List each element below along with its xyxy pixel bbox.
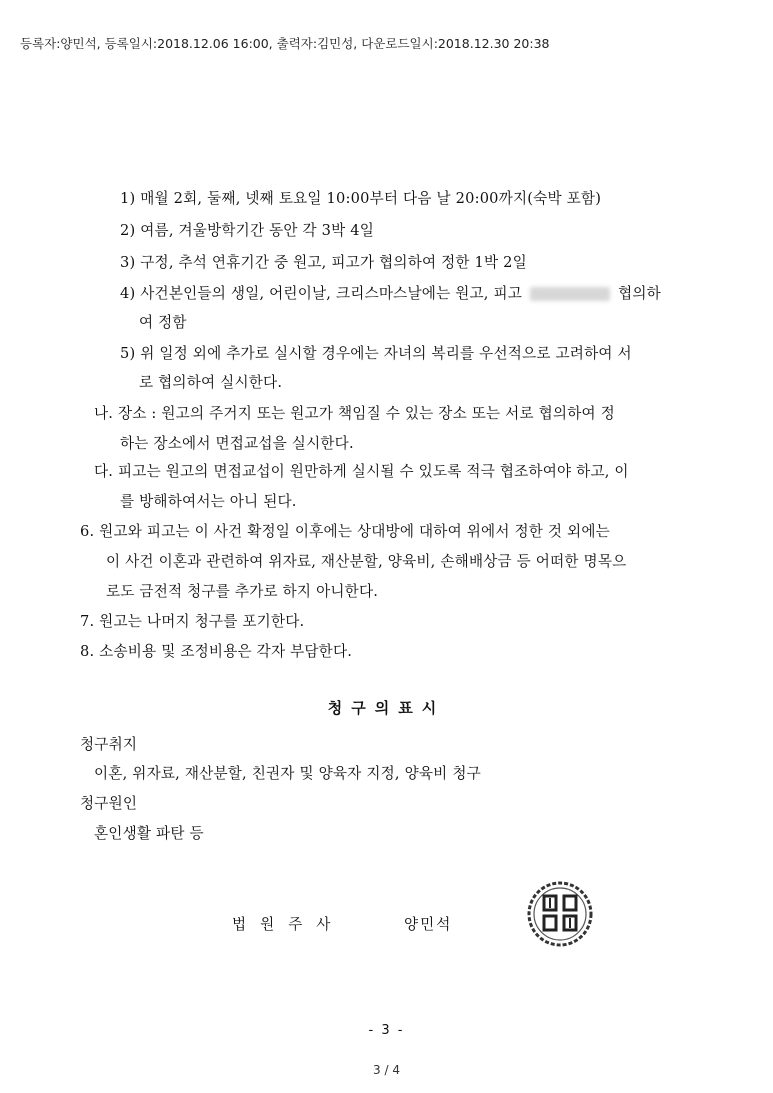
section-6-line-2: 이 사건 이혼과 관련하여 위자료, 재산분할, 양육비, 손해배상금 등 어떠한 명목으 <box>106 553 627 570</box>
section-6-line-3: 로도 금전적 청구를 추가로 하지 아니한다. <box>106 583 379 600</box>
section-7: 7. 원고는 나머지 청구를 포기한다. <box>80 613 305 630</box>
signer-role: 법원주사 <box>232 916 345 933</box>
item-2: 2) 여름, 겨울방학기간 동안 각 3박 4일 <box>120 222 375 239</box>
item-5-line-2: 로 협의하여 실시한다. <box>139 374 283 391</box>
print-header: 등록자:양민석, 등록일시:2018.12.06 16:00, 출력자:김민성, 다운로드일시:2018.12.30 20:38 <box>20 36 550 51</box>
claim-cause-heading: 청구원인 <box>80 795 138 812</box>
item-4-text: 4) 사건본인들의 생일, 어린이날, 크리스마스날에는 원고, 피고 <box>120 285 523 302</box>
section-6-line-1: 6. 원고와 피고는 이 사건 확정일 이후에는 상대방에 대하여 위에서 정한 것 외에는 <box>80 523 610 540</box>
claim-cause-text: 혼인생활 파탄 등 <box>94 825 204 842</box>
item-1: 1) 매월 2회, 둘째, 넷째 토요일 10:00부터 다음 날 20:00까지(숙박 포함) <box>120 190 602 207</box>
claim-purpose-heading: 청구취지 <box>80 736 138 753</box>
item-4-text-end: 협의하 <box>618 285 661 302</box>
page-count: 3 / 4 <box>373 1063 400 1077</box>
section-da-line-2: 를 방해하여서는 아니 된다. <box>120 493 297 510</box>
claim-purpose-text: 이혼, 위자료, 재산분할, 친권자 및 양육자 지정, 양육비 청구 <box>94 765 481 782</box>
page-number: - 3 - <box>368 1023 405 1038</box>
item-4-line-2: 여 정함 <box>139 314 187 331</box>
section-na-line-1: 나. 장소 : 원고의 주거지 또는 원고가 책임질 수 있는 장소 또는 서로 협의하여 정 <box>94 405 615 422</box>
signer-name: 양민석 <box>404 916 453 933</box>
official-seal-icon <box>526 880 594 948</box>
section-da-line-1: 다. 피고는 원고의 면접교섭이 원만하게 실시될 수 있도록 적극 협조하여야 하고, 이 <box>94 463 629 480</box>
redacted-name <box>530 287 610 301</box>
item-4-line-1 <box>120 282 661 303</box>
section-8: 8. 소송비용 및 조정비용은 각자 부담한다. <box>80 643 353 660</box>
item-5-line-1: 5) 위 일정 외에 추가로 실시할 경우에는 자녀의 복리를 우선적으로 고려하여 서 <box>120 345 632 362</box>
item-3: 3) 구정, 추석 연휴기간 중 원고, 피고가 협의하여 정한 1박 2일 <box>120 254 527 271</box>
section-na-line-2: 하는 장소에서 면접교섭을 실시한다. <box>120 435 354 452</box>
claim-title: 청구의표시 <box>327 699 446 717</box>
